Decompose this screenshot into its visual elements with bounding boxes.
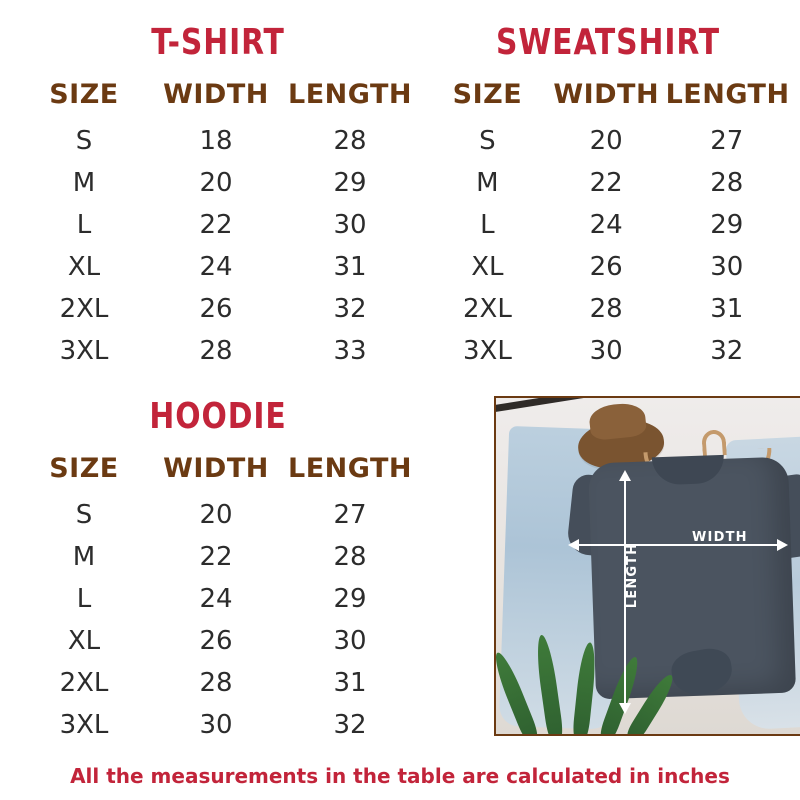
cell-length: 29 — [333, 168, 367, 198]
cell-width: 28 — [199, 336, 233, 366]
hoodie-panel — [18, 390, 418, 746]
leaf-icon — [534, 634, 564, 736]
bottom-row — [18, 390, 782, 746]
table-row — [18, 162, 418, 204]
measurement-photo — [494, 396, 800, 736]
cell-length: 32 — [333, 710, 367, 740]
cell-size: S — [479, 126, 496, 156]
cell-size: M — [72, 168, 96, 198]
sweatshirt-panel — [428, 16, 788, 372]
cell-length: 31 — [333, 252, 367, 282]
cell-size: XL — [67, 626, 101, 656]
column-header-size: SIZE — [452, 79, 523, 110]
table-row — [428, 246, 788, 288]
column-header-size: SIZE — [49, 79, 119, 110]
cell-width: 20 — [589, 126, 623, 156]
table-row — [18, 204, 418, 246]
cell-width: 26 — [199, 294, 233, 324]
table-row — [18, 288, 418, 330]
cell-size: 3XL — [462, 336, 512, 366]
cell-length: 30 — [710, 252, 744, 282]
table-row — [428, 162, 788, 204]
column-header-width: WIDTH — [163, 453, 269, 484]
column-header-length: LENGTH — [665, 79, 790, 110]
tshirt-title: T-SHIRT — [151, 22, 285, 63]
cell-size: S — [75, 126, 93, 156]
hoodie-table — [18, 451, 418, 746]
column-header-length: LENGTH — [288, 79, 412, 110]
width-arrow-icon — [578, 544, 778, 546]
cell-width: 22 — [199, 542, 233, 572]
cell-size: 2XL — [462, 294, 512, 324]
cell-length: 31 — [333, 668, 367, 698]
column-header-width: WIDTH — [553, 79, 660, 110]
width-label: WIDTH — [692, 530, 748, 545]
cell-size: M — [72, 542, 96, 572]
table-row — [18, 536, 418, 578]
cell-length: 27 — [710, 126, 744, 156]
cell-size: M — [476, 168, 499, 198]
cell-width: 22 — [589, 168, 623, 198]
cell-size: L — [480, 210, 495, 240]
table-row — [18, 120, 418, 162]
table-row — [428, 330, 788, 372]
hoodie-title: HOODIE — [149, 396, 287, 437]
cell-length: 31 — [710, 294, 744, 324]
column-header-size: SIZE — [49, 453, 119, 484]
plant-decoration — [514, 628, 664, 736]
cell-width: 20 — [199, 500, 233, 530]
cell-width: 22 — [199, 210, 233, 240]
sweatshirt-title: SWEATSHIRT — [496, 22, 720, 63]
cell-width: 26 — [589, 252, 623, 282]
table-row — [18, 704, 418, 746]
cell-size: XL — [67, 252, 101, 282]
cell-width: 28 — [589, 294, 623, 324]
table-header-row — [18, 451, 418, 494]
table-header-row — [428, 77, 788, 120]
cell-size: 2XL — [59, 668, 109, 698]
tshirt-table — [18, 77, 418, 372]
cell-length: 32 — [333, 294, 367, 324]
cell-width: 30 — [199, 710, 233, 740]
cell-length: 28 — [333, 126, 367, 156]
table-row — [18, 494, 418, 536]
table-row — [18, 330, 418, 372]
measurement-note: All the measurements in the table are calculated in inches — [70, 764, 730, 788]
table-row — [18, 662, 418, 704]
cell-length: 29 — [710, 210, 744, 240]
cell-width: 28 — [199, 668, 233, 698]
cell-length: 27 — [333, 500, 367, 530]
leaf-icon — [572, 642, 598, 736]
column-header-length: LENGTH — [288, 453, 412, 484]
table-row — [18, 246, 418, 288]
top-tables-row — [18, 16, 790, 372]
cell-size: 3XL — [59, 710, 109, 740]
table-row — [18, 578, 418, 620]
cell-length: 28 — [710, 168, 744, 198]
cell-width: 20 — [199, 168, 233, 198]
column-header-width: WIDTH — [163, 79, 269, 110]
table-row — [428, 204, 788, 246]
cell-width: 24 — [199, 584, 233, 614]
cell-size: 3XL — [59, 336, 109, 366]
cell-size: 2XL — [59, 294, 109, 324]
cell-width: 30 — [589, 336, 623, 366]
cell-size: XL — [471, 252, 504, 282]
cell-length: 30 — [333, 210, 367, 240]
cell-size: L — [76, 584, 92, 614]
cell-length: 30 — [333, 626, 367, 656]
table-row — [428, 288, 788, 330]
cell-width: 24 — [589, 210, 623, 240]
tshirt-panel — [18, 16, 418, 372]
cell-length: 32 — [710, 336, 744, 366]
table-header-row — [18, 77, 418, 120]
cell-length: 28 — [333, 542, 367, 572]
cell-length: 29 — [333, 584, 367, 614]
cell-size: S — [75, 500, 93, 530]
cell-size: L — [76, 210, 92, 240]
cell-width: 26 — [199, 626, 233, 656]
cell-length: 33 — [333, 336, 367, 366]
length-label: LENGTH — [625, 542, 641, 609]
table-row — [428, 120, 788, 162]
sweatshirt-table — [428, 77, 788, 372]
cell-width: 24 — [199, 252, 233, 282]
cell-width: 18 — [199, 126, 233, 156]
table-row — [18, 620, 418, 662]
